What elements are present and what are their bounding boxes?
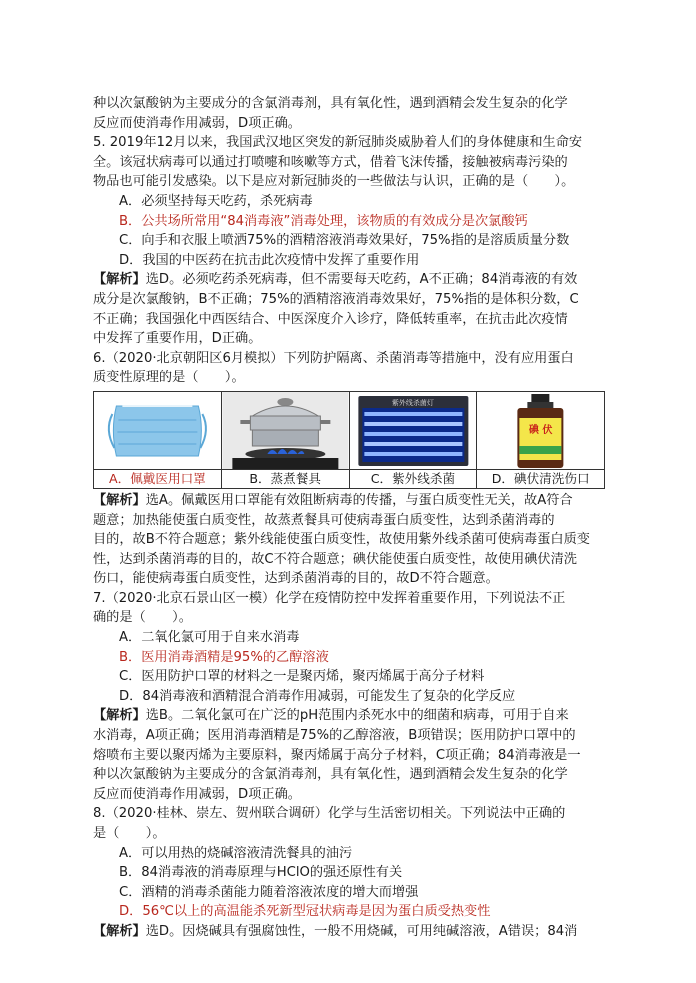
q7-option-c: C．医用防护口罩的材料之一是聚丙烯，聚丙烯属于高分子材料 — [119, 669, 485, 685]
q5-option-b-answer: B．公共场所常用“84消毒液”消毒处理，该物质的有效成分是次氯酸钙 — [119, 213, 528, 229]
q8-option-a: A．可以用热的烧碱溶液清洗餐具的油污 — [119, 845, 353, 861]
q6-image-table — [93, 391, 605, 489]
q6-stem: 6.（2020·北京朝阳区6月模拟）下列防护隔离、杀菌消毒等措施中，没有应用蛋白 — [93, 350, 574, 366]
q6-analysis: 伤口，能使病毒蛋白质变性，达到杀菌消毒的目的，故D不符合题意。 — [93, 571, 499, 587]
option-c-cell — [349, 391, 477, 488]
q8-stem: 8.（2020·桂林、崇左、贺州联合调研）化学与生活密切相关。下列说法中正确的 — [93, 806, 566, 822]
q6-analysis: 题意；加热能使蛋白质变性，故蒸煮餐具可使病毒蛋白质变性，达到杀菌消毒的 — [93, 512, 555, 528]
steamer-pot-image — [222, 392, 349, 469]
q5-option-a: A．必须坚持每天吃药，杀死病毒 — [119, 193, 313, 209]
q8-option-c: C．酒精的消毒杀菌能力随着溶液浓度的增大而增强 — [119, 884, 419, 900]
q5-option-d: D．我国的中医药在抗击此次疫情中发挥了重要作用 — [119, 252, 420, 268]
analysis-text: 选D。因烧碱具有强腐蚀性，一般不用烧碱，可用纯碱溶液，A错误；84消 — [145, 923, 578, 939]
q5-analysis — [93, 270, 605, 290]
q8-analysis — [93, 922, 605, 942]
q5-analysis: 不正确；我国强化中西医结合、中医深度介入诊疗，降低转重率，在抗击此次疫情 — [93, 311, 568, 327]
caption-a-answer: A．佩戴医用口罩 — [94, 469, 221, 488]
analysis-tag: 【解析】 — [93, 492, 146, 508]
q7-stem: 7.（2020·北京石景山区一模）化学在疫情防控中发挥着重要作用，下列说法不正 — [93, 590, 566, 606]
caption-c: C．紫外线杀菌 — [350, 469, 477, 488]
q8-option-d-answer: D．56℃以上的高温能杀死新型冠状病毒是因为蛋白质受热变性 — [119, 904, 491, 920]
analysis-tag: 【解析】 — [93, 708, 146, 724]
q5-stem: 5. 2019年12月以来，我国武汉地区突发的新冠肺炎威胁着人们的身体健康和生命安 — [93, 135, 583, 151]
uv-lamp-image — [350, 392, 477, 469]
q7-analysis: 熔喷布主要以聚丙烯为主要原料，聚丙烯属于高分子材料，C项正确；84消毒液是一 — [93, 747, 581, 763]
analysis-text: 选A。佩戴医用口罩能有效阻断病毒的传播，与蛋白质变性无关，故A符合 — [145, 492, 573, 508]
analysis-tag: 【解析】 — [93, 923, 146, 939]
option-b-cell — [221, 391, 349, 488]
q7-analysis: 水消毒，A项正确；医用消毒酒精是75%的乙醇溶液，B项错误；医用防护口罩中的 — [93, 728, 576, 744]
caption-b: B．蒸煮餐具 — [222, 469, 349, 488]
q7-analysis: 反应而使消毒作用减弱，D项正确。 — [93, 786, 301, 802]
q7-analysis — [93, 706, 605, 726]
q6-analysis: 性，达到杀菌消毒的目的，故C不符合题意；碘伏能使蛋白质变性，故使用碘伏清洗 — [93, 551, 577, 567]
document-body — [93, 94, 605, 942]
q8-option-b: B．84消毒液的消毒原理与HClO的强还原性有关 — [119, 865, 403, 881]
q7-option-d: D．84消毒液和酒精混合消毒作用减弱，可能发生了复杂的化学反应 — [119, 688, 516, 704]
q7-analysis: 种以次氯酸钠为主要成分的含氯消毒剂，具有氧化性，遇到酒精会发生复杂的化学 — [93, 767, 568, 783]
iodophor-bottle-image — [477, 392, 604, 469]
q6-analysis — [93, 491, 605, 511]
q5-stem: 物品也可能引发感染。以下是应对新冠肺炎的一些做法与认识，正确的是（ ）。 — [93, 174, 575, 190]
text-line: 种以次氯酸钠为主要成分的含氯消毒剂，具有氧化性，遇到酒精会发生复杂的化学 — [93, 96, 568, 111]
lamp-label: 紫外线杀菌灯 — [391, 398, 434, 407]
q7-stem: 确的是（ ）。 — [93, 610, 192, 626]
analysis-tag: 【解析】 — [93, 272, 146, 288]
q7-option-a: A．二氧化氯可用于自来水消毒 — [119, 630, 300, 646]
analysis-text: 选D。必须吃药杀死病毒，但不需要每天吃药，A不正确；84消毒液的有效 — [145, 272, 578, 288]
q5-analysis: 成分是次氯酸钠，B不正确；75%的酒精溶液消毒效果好，75%指的是体积分数，C — [93, 291, 579, 307]
q5-analysis: 中发挥了重要作用，D正确。 — [93, 331, 262, 347]
text-line: 反应而使消毒作用减弱，D项正确。 — [93, 115, 301, 131]
bottle-label: 碘 伏 — [528, 424, 553, 436]
q8-stem: 是（ ）。 — [93, 826, 166, 841]
option-d-cell — [477, 391, 605, 488]
q7-option-b-answer: B．医用消毒酒精是95%的乙醇溶液 — [119, 649, 329, 665]
medical-mask-image — [94, 392, 221, 469]
option-a-cell — [94, 391, 222, 488]
caption-d: D．碘伏清洗伤口 — [477, 469, 604, 488]
q6-analysis: 目的，故B不符合题意；紫外线能使蛋白质变性，故使用紫外线杀菌可使病毒蛋白质变 — [93, 532, 590, 548]
q5-stem: 全。该冠状病毒可以通过打喷嚏和咳嗽等方式，借着飞沫传播，接触被病毒污染的 — [93, 154, 568, 170]
q6-stem: 质变性原理的是（ ）。 — [93, 370, 245, 386]
analysis-text: 选B。二氧化氯可在广泛的pH范围内杀死水中的细菌和病毒，可用于自来 — [145, 708, 569, 724]
q5-option-c: C．向手和衣服上喷洒75%的酒精溶液消毒效果好，75%指的是溶质质量分数 — [119, 233, 570, 249]
